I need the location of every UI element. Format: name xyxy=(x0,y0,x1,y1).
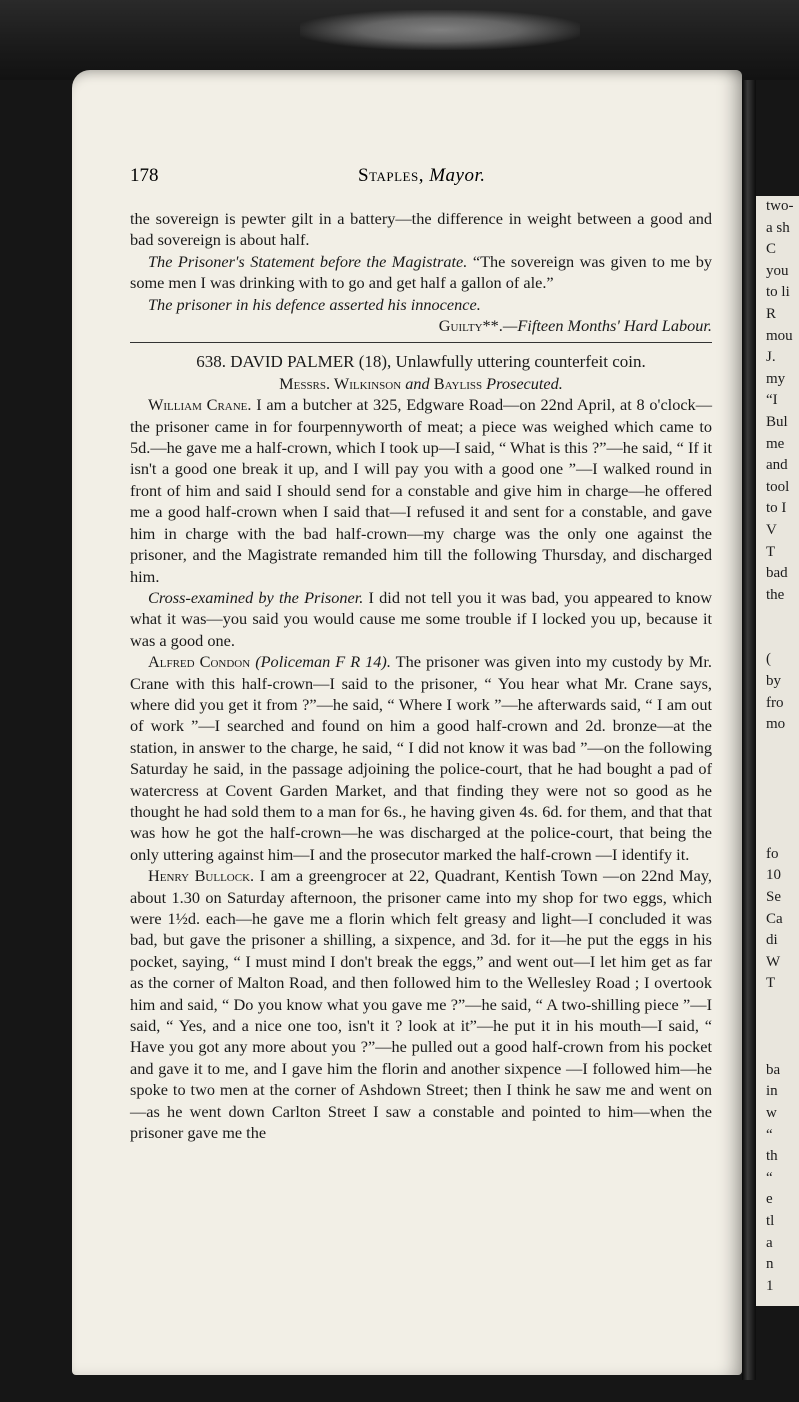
facing-page-line xyxy=(756,628,799,650)
facing-page-fragment xyxy=(756,196,799,1306)
facing-page-line: “ xyxy=(766,1126,773,1143)
book-gutter xyxy=(742,80,756,1380)
prosecutors-and: and xyxy=(401,373,434,393)
running-head-name: Staples, xyxy=(358,165,424,186)
facing-page-line: 10 xyxy=(766,867,781,884)
facing-page-line: me xyxy=(766,435,785,452)
facing-page-line: W xyxy=(766,953,781,970)
facing-page-line: th xyxy=(766,1148,778,1165)
facing-page-line: Ca xyxy=(766,910,783,927)
facing-page-line xyxy=(756,606,799,628)
facing-page-line: you xyxy=(766,262,789,279)
running-head xyxy=(358,165,486,187)
witness-name: Alfred Condon xyxy=(148,652,251,672)
facing-page-line: fo xyxy=(766,845,779,862)
witness-name: Henry Bullock. xyxy=(148,866,255,886)
page-header xyxy=(130,165,712,195)
defence-line: The prisoner in his defence asserted his innocence. xyxy=(148,294,481,314)
facing-page-line: tl xyxy=(766,1212,775,1229)
facing-page-line: two- xyxy=(766,198,794,214)
facing-page-line xyxy=(756,995,799,1017)
verdict-line xyxy=(130,315,712,336)
facing-page-line xyxy=(756,1038,799,1060)
facing-page-line: ( xyxy=(766,651,771,668)
prosecutor-two: Bayliss xyxy=(433,373,483,393)
cross-exam-label: Cross-examined by the Prisoner. xyxy=(148,587,364,607)
facing-page-line: di xyxy=(766,932,778,949)
facing-page-line: e xyxy=(766,1191,773,1208)
prev-case-continuation: the sovereign is pewter gilt in a battery—the difference in weight between a good and bad sovereign is about half. xyxy=(130,209,712,250)
testimony-text: I did not tell you it was bad, you appeared to know what it was—you said you would cause me some trouble if I locked you up, because it was a good one. xyxy=(130,587,712,650)
facing-page-line: “ xyxy=(766,1169,773,1186)
facing-page-line: C xyxy=(766,241,777,258)
facing-page-line xyxy=(756,779,799,801)
facing-page-line: a sh xyxy=(766,219,790,236)
facing-page-line: the xyxy=(766,586,785,603)
prisoner-statement xyxy=(130,251,712,294)
facing-page-line: a xyxy=(766,1234,773,1251)
verdict-sentence: —Fifteen Months' Hard Labour. xyxy=(502,316,712,336)
page-body xyxy=(130,208,712,1143)
facing-page-line: mo xyxy=(766,716,786,733)
facing-page-line: n xyxy=(766,1256,774,1273)
facing-page-line: “I xyxy=(766,392,778,409)
facing-page-line: Bul xyxy=(766,413,788,430)
scan-background xyxy=(0,0,799,80)
facing-page-line: mou xyxy=(766,327,793,344)
facing-page-line: V xyxy=(766,521,777,538)
witness-role: (Policeman F R 14). xyxy=(250,652,391,672)
facing-page-line xyxy=(756,1017,799,1039)
case-title: 638. DAVID PALMER (18), Unlawfully uttering counterfeit coin. xyxy=(196,352,646,372)
facing-page-line: tool xyxy=(766,478,790,495)
prosecutor-one: Messrs. Wilkinson xyxy=(279,373,402,393)
facing-page-line xyxy=(756,822,799,844)
facing-page-line: my xyxy=(766,370,786,387)
facing-page-line: R xyxy=(766,305,777,322)
testimony-text: I am a butcher at 325, Edgware Road—on 22nd April, at 8 o'clock—the prisoner came in for fourpennyworth of meat; a piece was weighed which came to 5d.—he gave me a half-crown, which I took up—I said, “ What is this ?”—he said, “ If it isn't a good one break it up, and I will pay you with a good one ”—I walked round in front of him and said I should send for a constable and give him in charge—he offered me a good half-crown when I said that—I refused it and sent for a constable, and gave him in charge with the bad half-crown—my charge was the only one against the prisoner, and the Magistrate remanded him till the following Thursday, and discharged him. xyxy=(130,395,712,586)
page-number: 178 xyxy=(130,165,159,186)
facing-page-line: bad xyxy=(766,565,788,582)
testimony-paragraph xyxy=(130,587,712,651)
facing-page-line: 1 xyxy=(766,1277,774,1294)
facing-page-line: by xyxy=(766,673,781,690)
facing-page-line: and xyxy=(766,457,788,474)
prosecutors-line xyxy=(130,373,712,394)
statement-label: The Prisoner's Statement before the Magistrate. xyxy=(148,251,468,271)
facing-page-line: w xyxy=(766,1104,777,1121)
testimony-text: The prisoner was given into my custody by Mr. Crane with this half-crown—I said to the prisoner, “ You hear what Mr. Crane says, where did you get it from ?”—he said, “ Where I work ”—he afterwards said, “ I am out of work ”—I searched and found on him a good half-crown and 2d. bronze—at the station, in answer to the charge, he said, “ I did not know it was bad ”—on the following Saturday he said, in the passage adjoining the police-court, that he had bought a pad of watercress at Covent Garden Market, and that finding they were not so good as he thought he had sold them to a man for 6s., he having given 4s. 6d. for them, and that that was how he got the half-crown—he was discharged at the police-court, that being the only uttering against him—I and the prosecutor marked the half-crown —I identify it. xyxy=(130,652,712,864)
facing-page-line xyxy=(756,757,799,779)
facing-page-line xyxy=(756,736,799,758)
statement-text: “The sovereign was given to me by some men I was drinking with to go and get half a gallon of ale.” xyxy=(130,251,713,293)
facing-page-line: ba xyxy=(766,1061,781,1078)
facing-page-line: Se xyxy=(766,889,781,905)
testimony-paragraph xyxy=(130,651,712,865)
facing-page-line: to li xyxy=(766,284,790,301)
facing-page-line: fro xyxy=(766,694,784,711)
witness-name: William Crane. xyxy=(148,395,252,415)
testimony-paragraph xyxy=(130,865,712,1143)
facing-page-line: J. xyxy=(766,349,776,366)
prosecuted-label: Prosecuted. xyxy=(482,373,563,393)
running-head-title: Mayor. xyxy=(429,165,486,186)
facing-page-line: to I xyxy=(766,500,787,517)
facing-page-line: T xyxy=(766,543,776,560)
testimony-paragraph xyxy=(130,394,712,587)
verdict-label: Guilty**. xyxy=(438,316,503,336)
facing-page-line xyxy=(756,801,799,823)
case-divider xyxy=(130,342,712,343)
facing-page-line: T xyxy=(766,975,776,992)
facing-page-line: in xyxy=(766,1083,778,1100)
testimony-text: I am a greengrocer at 22, Quadrant, Kentish Town —on 22nd May, about 1.30 on Saturday afternoon, the prisoner came into my shop for two eggs, which were 1½d. each—he gave me a florin which felt greasy and light—I concluded it was bad, but gave the prisoner a shilling, a sixpence, and 3d. for it—he put the eggs in his pocket, saying, “ I must mind I don't break the eggs,” and went out—I let him get as far as the corner of Malton Road, and then followed him to the Wellesley Road ; I overtook him and said, “ Do you know what you gave me ?”—he said, “ A two-shilling piece ”—I said, “ Yes, and a nice one too, isn't it ? look at it”—he put it in his mouth—I said, “ Have you got any more about you ?”—he pulled out a good half-crown from his pocket and gave it to me, and I gave him the florin and another sixpence —I followed him—he spoke to two men at the corner of Ashdown Street; then I think he saw me and went on—as he went down Carlton Street I saw a constable and pointed to him—when the prisoner gave me the xyxy=(130,866,712,1143)
